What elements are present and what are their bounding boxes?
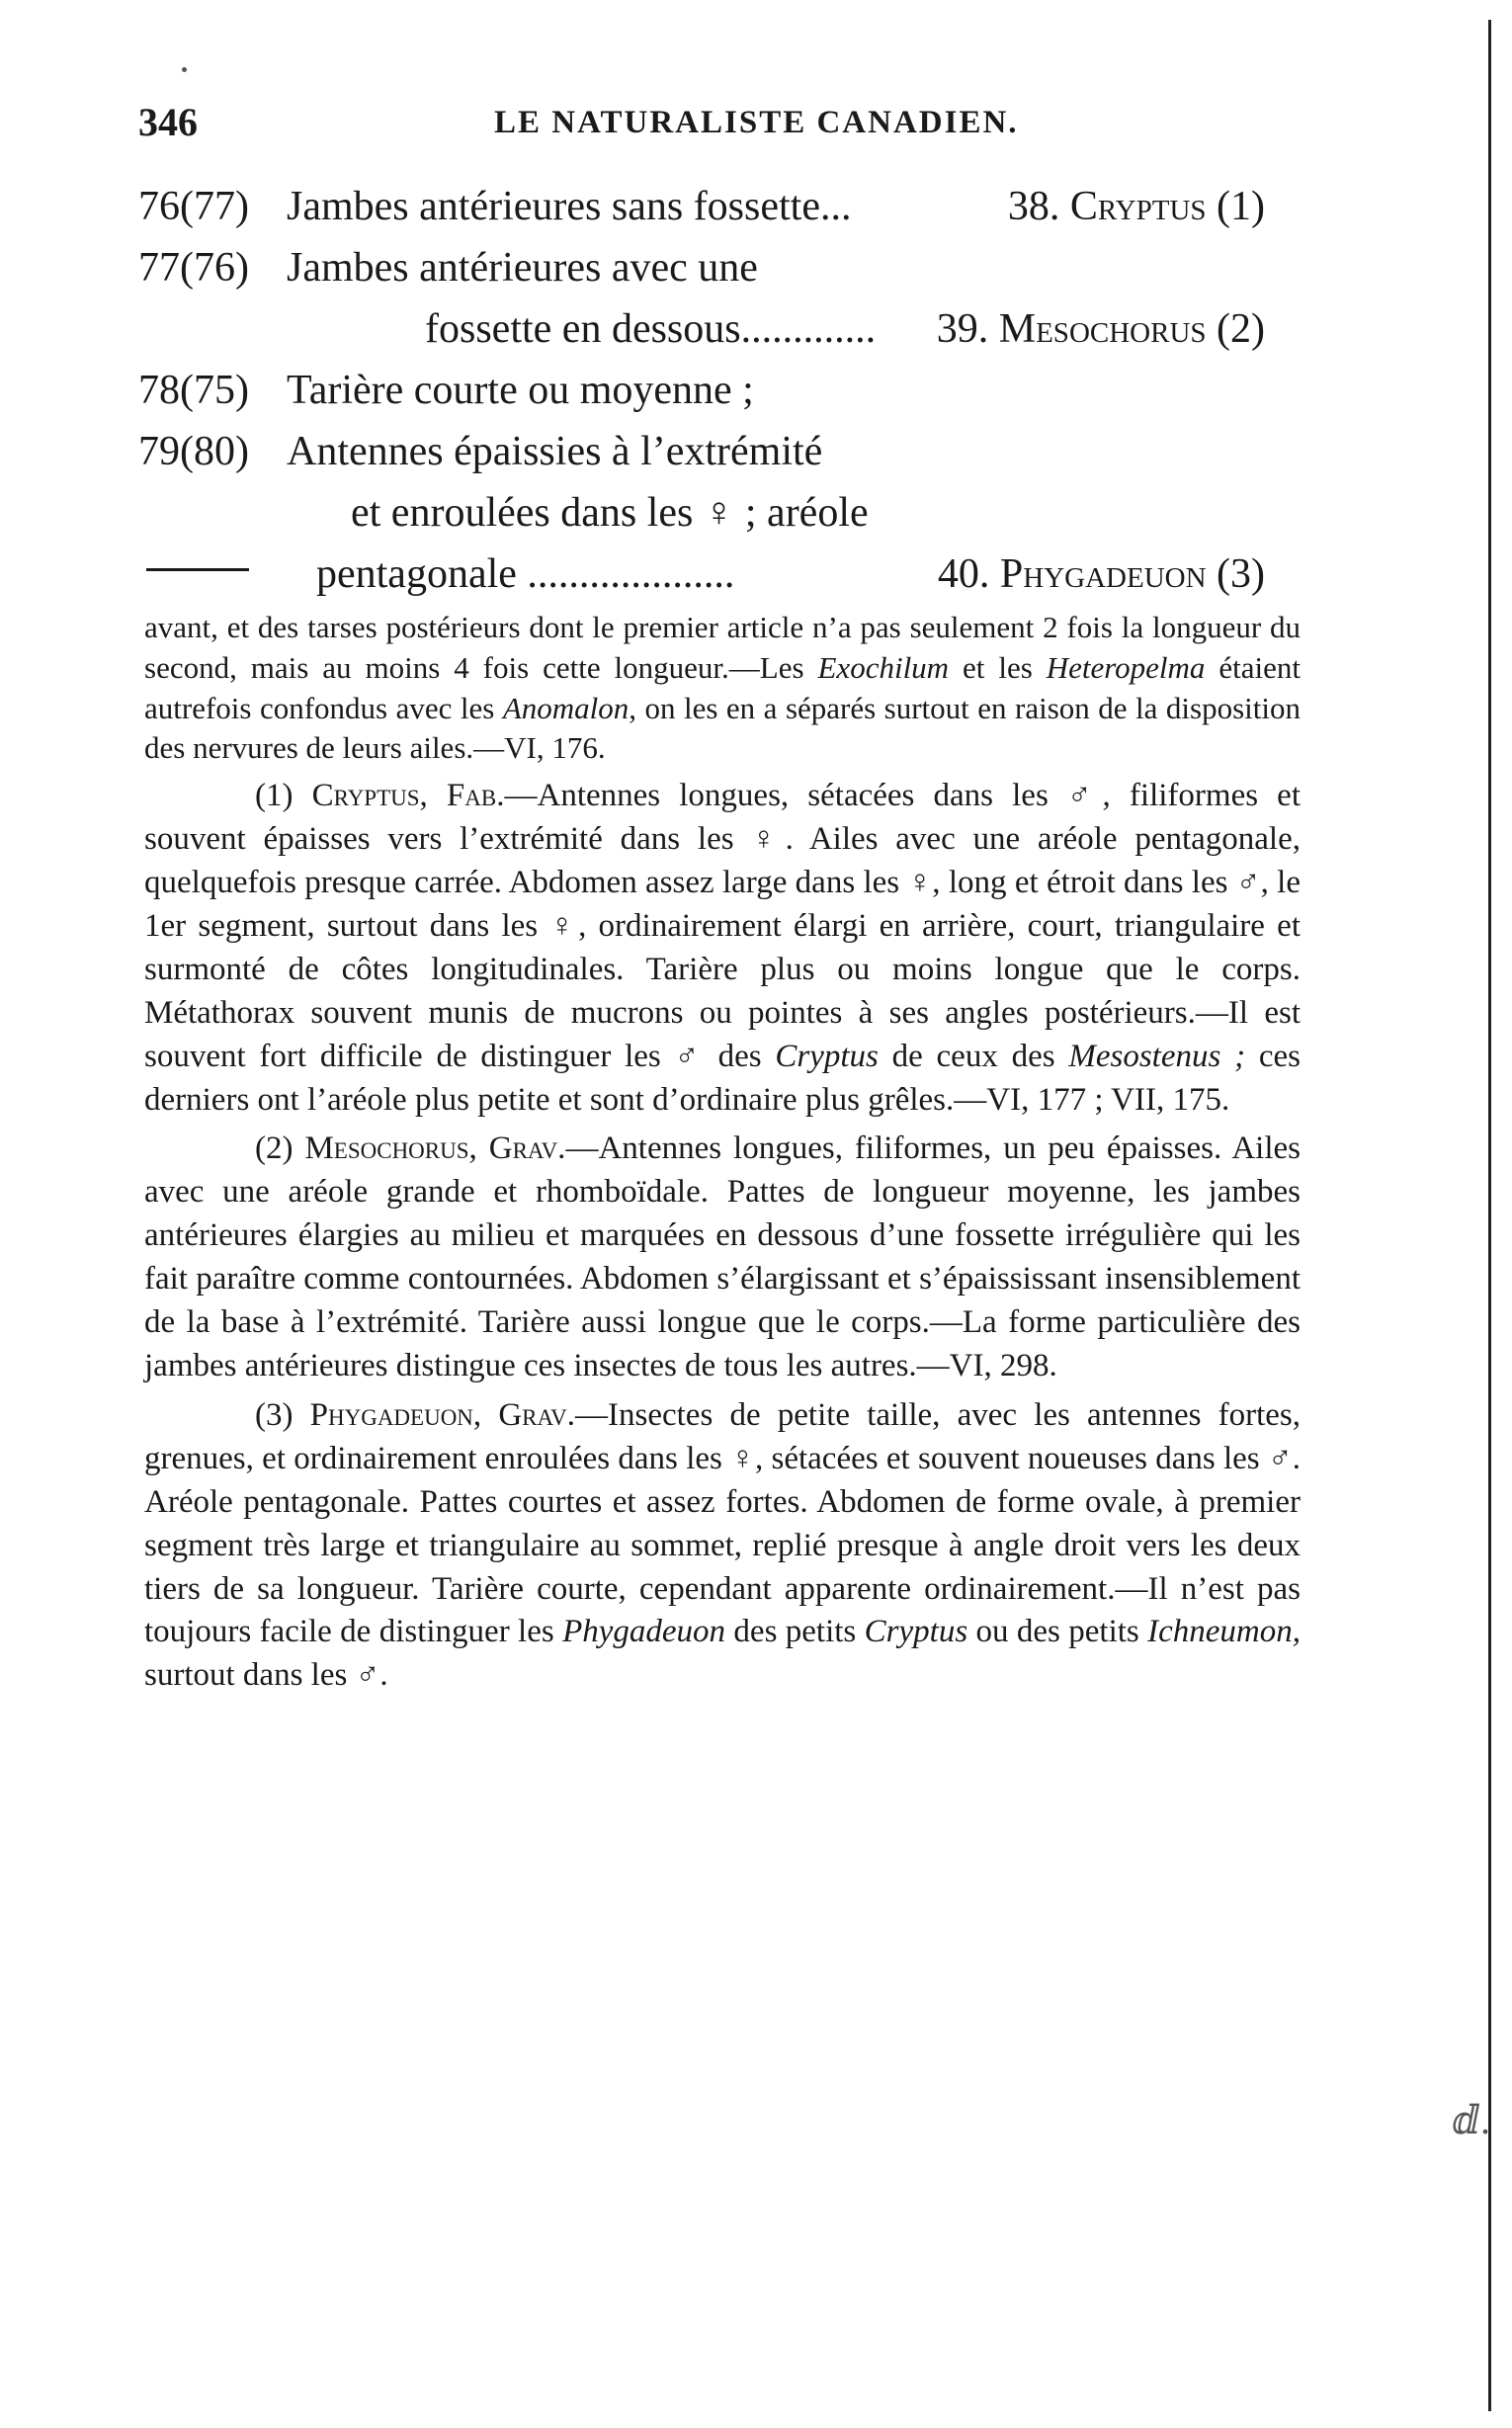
text-run: des petits	[725, 1614, 865, 1650]
footnote-cryptus	[144, 775, 1301, 1122]
text-run: étaient autrefois confondus avec les	[144, 649, 1301, 725]
text-run: avant, et des tarses postérieurs dont le premier article n’a pas seulement 2 fois la longueur du second, mais au moins 4 fois cette longueur.—Les	[144, 610, 1301, 685]
key-number: 76(77)	[138, 184, 249, 229]
margin-mark: ⅆ.	[1453, 2098, 1490, 2142]
key-text: pentagonale ....................	[316, 551, 735, 597]
text-run: —Insectes de petite taille, avec les antennes fortes, grenues, et ordinairement enroulées dans les ♀, sétacées et souvent noueuses dans les ♂. Aréole pentagonale. Pattes courtes et assez fortes. Abdomen de forme ovale, à premier segment très large et triangulaire au sommet, replié presque à angle droit vers les deux tiers de sa longueur. Tarière courte, cependant apparente ordinairement.—Il n’est pas toujours facile de distinguer les	[144, 1396, 1302, 1650]
key-number: 79(80)	[138, 429, 249, 474]
footnote-continuation	[144, 608, 1301, 769]
note-label: (2) Mesochorus, Grav.	[255, 1130, 566, 1167]
key-couplet	[138, 176, 1324, 237]
text-run: de ceux des	[878, 1038, 1069, 1074]
text-run: ou des petits	[967, 1614, 1148, 1650]
italic-genus: Cryptus	[864, 1614, 968, 1650]
key-couplet	[138, 360, 1324, 421]
key-couplet	[138, 237, 1324, 298]
footnote-phygadeuon	[144, 1394, 1301, 1698]
key-text: Jambes antérieures avec une	[287, 245, 758, 291]
key-number: 78(75)	[138, 368, 249, 413]
footnotes	[144, 608, 1301, 1698]
identification-key	[138, 176, 1324, 605]
key-text: Antennes épaissies à l’extrémité	[287, 429, 823, 474]
key-continuation	[138, 544, 1324, 605]
italic-genus: Ichneumon,	[1147, 1614, 1302, 1650]
key-genus: 39. Mesochorus (2)	[936, 306, 1265, 352]
italic-genus: Cryptus	[775, 1038, 879, 1074]
journal-title: LE NATURALISTE CANADIEN.	[494, 105, 1019, 140]
text-run: , on les en a séparés surtout en raison de la disposition des nervures de leurs ailes.—VI, 176.	[144, 690, 1301, 766]
stray-dot	[182, 67, 187, 72]
text-run: et les	[949, 649, 1047, 685]
italic-genus: Exochilum	[817, 649, 950, 685]
italic-genus: Heteropelma	[1046, 649, 1206, 685]
key-genus: 40. Phygadeuon (3)	[937, 551, 1265, 597]
page-number: 346	[138, 100, 198, 144]
key-text: Jambes antérieures sans fossette...	[287, 184, 852, 229]
italic-genus: Phygadeuon	[562, 1614, 726, 1650]
text-run: —Antennes longues, sétacées dans les ♂, filiformes et souvent épaisses vers l’extrémité dans les ♀. Ailes avec une aréole pentagonale, quelquefois presque carrée. Abdomen assez large dans les ♀, long et étroit dans les ♂, le 1er segment, surtout dans les ♀, ordinairement élargi en arrière, court, triangulaire et surmonté de côtes longitudinales. Tarière plus ou moins longue que le corps. Métathorax souvent munis de mucrons ou pointes à ses angles postérieurs.—Il est souvent fort difficile de distinguer les ♂ des	[144, 778, 1301, 1074]
running-header	[138, 99, 1314, 148]
key-genus: 38. Cryptus (1)	[1007, 184, 1265, 229]
page-edge-rule	[1488, 20, 1491, 2411]
key-text: et enroulées dans les ♀ ; aréole	[351, 490, 869, 536]
italic-genus: Mesostenus ;	[1068, 1038, 1246, 1074]
text-run: —Antennes longues, filiformes, un peu épaisses. Ailes avec une aréole grande et rhomboïdale. Pattes de longueur moyenne, les jambes antérieures élargies au milieu et marquées en dessous d’une fossette irrégulière qui les fait paraître comme contournées. Abdomen s’élargissant et s’épaississant insensiblement de la base à l’extrémité. Tarière aussi longue que le corps.—La forme particulière des jambes antérieures distingue ces insectes de tous les autres.—VI, 298.	[144, 1130, 1301, 1383]
footnote-divider	[146, 568, 249, 571]
note-label: (3) Phygadeuon, Grav.	[255, 1396, 576, 1433]
footnote-mesochorus	[144, 1128, 1301, 1387]
key-text: Tarière courte ou moyenne ;	[287, 368, 754, 413]
note-label: (1) Cryptus, Fab.	[255, 778, 505, 814]
key-continuation	[138, 298, 1324, 360]
key-couplet	[138, 421, 1324, 482]
key-continuation	[138, 482, 1324, 544]
text-run: ces derniers ont l’aréole plus petite et sont d’ordinaire plus grêles.—VI, 177 ; VII, 175.	[144, 1038, 1302, 1118]
key-text: fossette en dessous.............	[425, 306, 877, 352]
text-run: surtout dans les ♂.	[144, 1657, 388, 1694]
italic-genus: Anomalon	[502, 690, 630, 725]
key-number: 77(76)	[138, 245, 249, 291]
